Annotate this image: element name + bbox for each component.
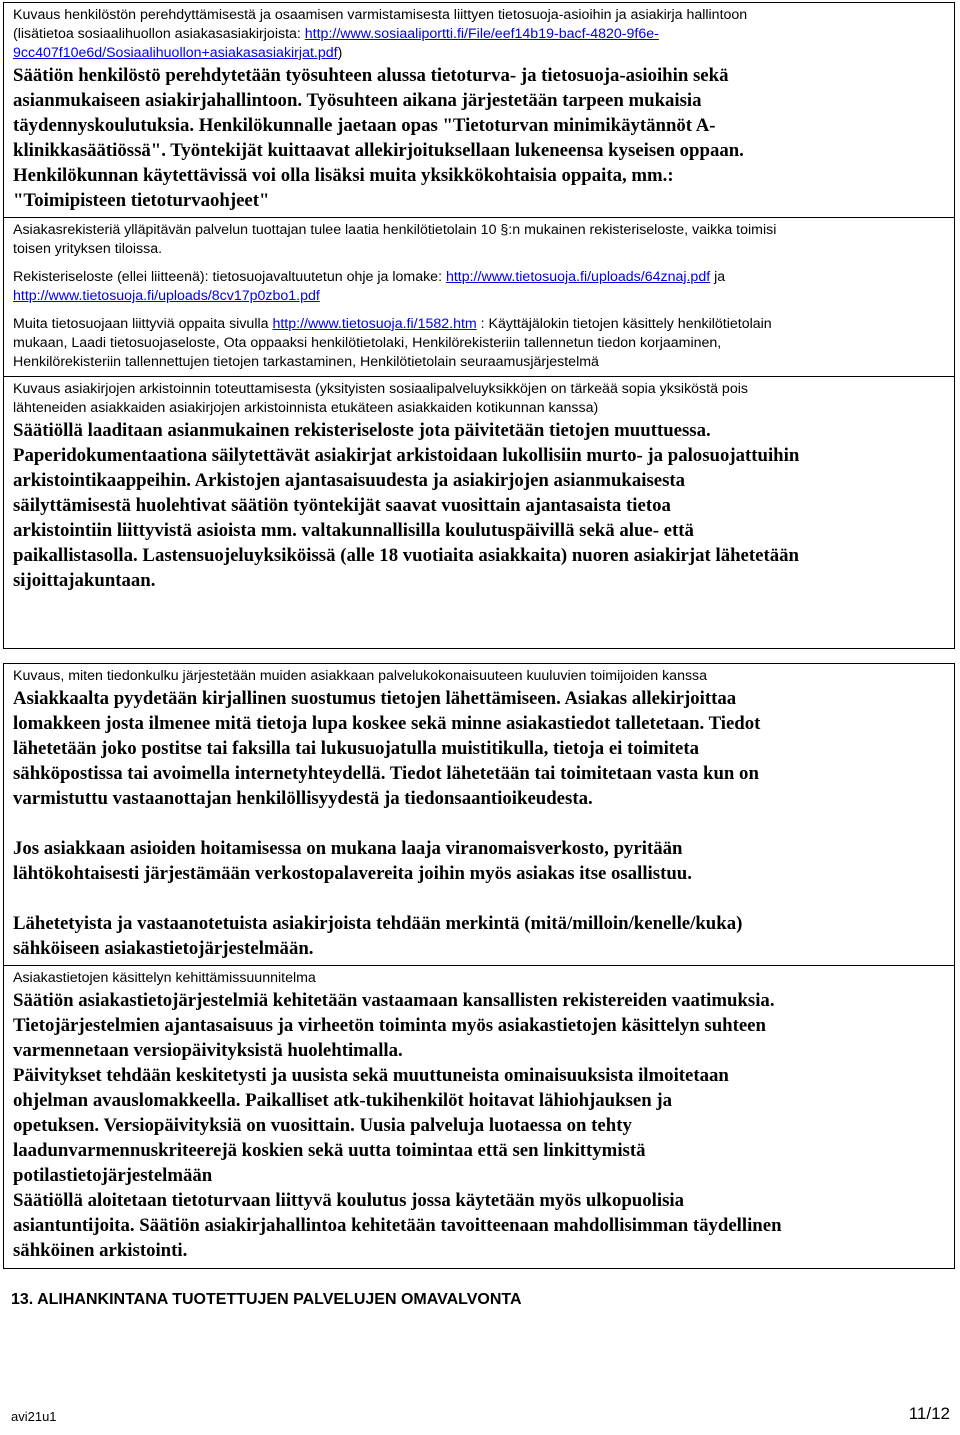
orientation-text-line: Säätiön henkilöstö perehdytetään työsuhteen alussa tietoturva- ja tietosuoja-asioihin sekä bbox=[13, 65, 729, 86]
section-staff-orientation bbox=[4, 3, 954, 218]
archiving-label-line: Kuvaus asiakirjojen arkistoinnin toteuttamisesta (yksityisten sosiaalipalveluyksikköjen on tärkeää sopia yksiköstä pois bbox=[13, 381, 748, 397]
archiving-text-line: säilyttämisestä huolehtivat säätiön työntekijät saavat vuosittain ajantasaista tietoa bbox=[13, 495, 671, 516]
info-flow-text-line: varmistuttu vastaanottajan henkilöllisyydestä ja tiedonsaantioikeudesta. bbox=[13, 788, 593, 809]
info-flow-paragraph-3 bbox=[13, 911, 946, 961]
label-orientation-line1: Kuvaus henkilöstön perehdyttämisestä ja osaamisen varmistamisesta liittyen tietosuoja-asioihin ja asiakirja hallintoon bbox=[13, 7, 748, 23]
orientation-text-line: asianmukaiseen asiakirjahallintoon. Työsuhteen aikana järjestetään tarpeen mukaisia bbox=[13, 90, 702, 111]
info-flow-text-line: lomakkeen josta ilmenee mitä tietoja lupa koskee sekä minne asiakastiedot talletetaan. Tiedot bbox=[13, 713, 761, 734]
guides-list bbox=[13, 334, 946, 372]
section-development-plan bbox=[4, 966, 954, 1267]
guides-text: : Käyttäjälokin tietojen käsittely henkilötietolain bbox=[476, 316, 772, 332]
info-flow-text-line: sähköiseen asiakastietojärjestelmään. bbox=[13, 938, 314, 959]
label-paren: ) bbox=[337, 45, 343, 61]
archiving-label bbox=[13, 380, 946, 418]
dev-plan-text-line: laadunvarmennuskriteerejä koskien sekä uutta toimintaa että sen linkittymistä bbox=[13, 1140, 646, 1161]
archiving-text-line: paikallistasolla. Lastensuojeluyksiköissä (alle 18 vuotiaita asiakkaita) nuoren asiakirjat lähetetään bbox=[13, 545, 799, 566]
dev-plan-text-line: Päivitykset tehdään keskitetysti ja uusista sekä muuttuneista ominaisuuksista ilmoitetaan bbox=[13, 1065, 729, 1086]
orientation-text-line: "Toimipisteen tietoturvaohjeet" bbox=[13, 190, 270, 211]
orientation-text-line: täydennyskoulutuksia. Henkilökunnalle jaetaan opas "Tietoturvan minimikäytännöt A- bbox=[13, 115, 716, 136]
footer-page-number: 11/12 bbox=[908, 1404, 950, 1423]
register-and: ja bbox=[710, 269, 726, 285]
info-flow-paragraph-1 bbox=[13, 686, 946, 811]
info-flow-text-line: lähtökohtaisesti järjestämään verkostopalavereita joihin myös asiakas itse osallistuu. bbox=[13, 863, 692, 884]
info-flow-text-line: Lähetetyista ja vastaanotetuista asiakirjoista tehdään merkintä (mitä/milloin/kenelle/kuka) bbox=[13, 913, 743, 934]
link-guides[interactable]: http://www.tietosuoja.fi/1582.htm bbox=[272, 316, 477, 332]
section-information-flow bbox=[4, 664, 954, 966]
label-orientation-line2: (lisätietoa sosiaalihuollon asiakasasiakirjoista: bbox=[13, 26, 305, 42]
section-13-heading: 13. ALIHANKINTANA TUOTETTUJEN PALVELUJEN OMAVALVONTA bbox=[11, 1291, 522, 1308]
section-archiving bbox=[4, 377, 954, 597]
archiving-label-line: lähteneiden asiakkaiden asiakirjojen arkistoinnista etukäteen asiakkaiden kotikunnan kanssa) bbox=[13, 400, 599, 416]
archiving-text-line: sijoittajakuntaan. bbox=[13, 570, 156, 591]
archiving-body bbox=[13, 418, 946, 593]
dev-plan-text-line: ohjelman avauslomakkeella. Paikalliset atk-tukihenkilöt hoitavat lähiohjauksen ja bbox=[13, 1090, 672, 1111]
dev-plan-text-line: asiantuntijoita. Säätiön asiakirjahallintoa kehitetään tavoitteenaan mahdollisimman täydellinen bbox=[13, 1215, 782, 1236]
footer-doc-code: avi21u1 bbox=[11, 1409, 57, 1424]
info-flow-text-line: lähetetään joko postitse tai faksilla tai lukusuojatulla muistitikulla, tietoja ei toimiteta bbox=[13, 738, 700, 759]
dev-plan-text-line: varmennetaan versiopäivityksistä huolehtimalla. bbox=[13, 1040, 403, 1061]
link-sosiaaliportti-cont[interactable]: 9cc407f10e6d/Sosiaalihuollon+asiakasasiakirjat.pdf bbox=[13, 45, 338, 61]
orientation-text-line: klinikkasäätiössä". Työntekijät kuittaavat allekirjoituksellaan lukeneensa kyseisen oppaan. bbox=[13, 140, 744, 161]
info-flow-text-line: Jos asiakkaan asioiden hoitamisessa on mukana laaja viranomaisverkosto, pyritään bbox=[13, 838, 683, 859]
archiving-text-line: arkistointikaappeihin. Arkistojen ajantasaisuudesta ja asiakirjojen asianmukaisesta bbox=[13, 470, 686, 491]
dev-plan-text-line: Säätiöllä aloitetaan tietoturvaan liittyvä koulutus jossa käytetään myös ulkopuolisia bbox=[13, 1190, 684, 1211]
dev-plan-body bbox=[13, 988, 946, 1263]
dev-plan-text-line: sähköinen arkistointi. bbox=[13, 1240, 188, 1261]
orientation-text-line: Henkilökunnan käytettävissä voi olla lisäksi muita yksikkökohtaisia oppaita, mm.: bbox=[13, 165, 674, 186]
link-sosiaaliportti[interactable]: http://www.sosiaaliportti.fi/File/eef14b19-bacf-4820-9f6e- bbox=[304, 26, 659, 42]
dev-plan-text-line: Tietojärjestelmien ajantasaisuus ja virheetön toiminta myös asiakastietojen käsittelyn suhteen bbox=[13, 1015, 766, 1036]
archiving-text-line: Säätiöllä laaditaan asianmukainen rekisteriseloste jota päivitetään tietojen muuttuessa. bbox=[13, 420, 711, 441]
box-information-flow bbox=[3, 663, 955, 1269]
dev-plan-text-line: Säätiön asiakastietojärjestelmiä kehitetään vastaamaan kansallisten rekistereiden vaatimuksia. bbox=[13, 990, 775, 1011]
register-text-line: toisen yrityksen tiloissa. bbox=[13, 241, 163, 257]
dev-plan-label: Asiakastietojen käsittelyn kehittämissuunnitelma bbox=[13, 970, 316, 986]
box-data-protection bbox=[3, 2, 955, 649]
guides-text-line: Henkilörekisteriin tallennettujen tietojen tarkastaminen, Henkilötietolain seuraamusjärjestelmä bbox=[13, 354, 599, 370]
orientation-body bbox=[13, 63, 946, 213]
info-flow-paragraph-2 bbox=[13, 836, 946, 886]
register-label: Rekisteriseloste (ellei liitteenä): tietosuojavaltuutetun ohje ja lomake: bbox=[13, 269, 446, 285]
dev-plan-text-line: opetuksen. Versiopäivityksiä on vuosittain. Uusia palveluja luotaessa on tehty bbox=[13, 1115, 632, 1136]
info-flow-text-line: Asiakkaalta pyydetään kirjallinen suostumus tietojen lähettämiseen. Asiakas allekirjoittaa bbox=[13, 688, 737, 709]
guides-text-line: mukaan, Laadi tietosuojaseloste, Ota oppaaksi henkilötietolaki, Henkilörekisteriin tallennetun tiedon korjaaminen, bbox=[13, 335, 722, 351]
register-text-line: Asiakasrekisteriä ylläpitävän palvelun tuottajan tulee laatia henkilötietolain 10 §:n mukainen rekisteriseloste, vaikka toimisi bbox=[13, 222, 777, 238]
guides-label: Muita tietosuojaan liittyviä oppaita sivulla bbox=[13, 316, 273, 332]
dev-plan-text-line: potilastietojärjestelmään bbox=[13, 1165, 213, 1186]
register-text bbox=[13, 221, 946, 259]
info-flow-text-line: sähköpostissa tai avoimella internetyhteydellä. Tiedot lähetetään tai toimitetaan vasta kun on bbox=[13, 763, 759, 784]
archiving-text-line: Paperidokumentaationa säilytettävät asiakirjat arkistoidaan lukollisiin murto- ja palosuojattuihin bbox=[13, 445, 800, 466]
info-flow-label: Kuvaus, miten tiedonkulku järjestetään muiden asiakkaan palvelukokonaisuuteen kuuluvien toimijoiden kanssa bbox=[13, 668, 708, 684]
link-register-form-1[interactable]: http://www.tietosuoja.fi/uploads/64znaj.pdf bbox=[445, 269, 711, 285]
section-register bbox=[4, 218, 954, 377]
archiving-text-line: arkistointiin liittyvistä asioista mm. valtakunnallisilla koulutuspäivillä sekä alue- että bbox=[13, 520, 694, 541]
link-register-form-2[interactable]: http://www.tietosuoja.fi/uploads/8cv17p0zbo1.pdf bbox=[13, 288, 320, 304]
